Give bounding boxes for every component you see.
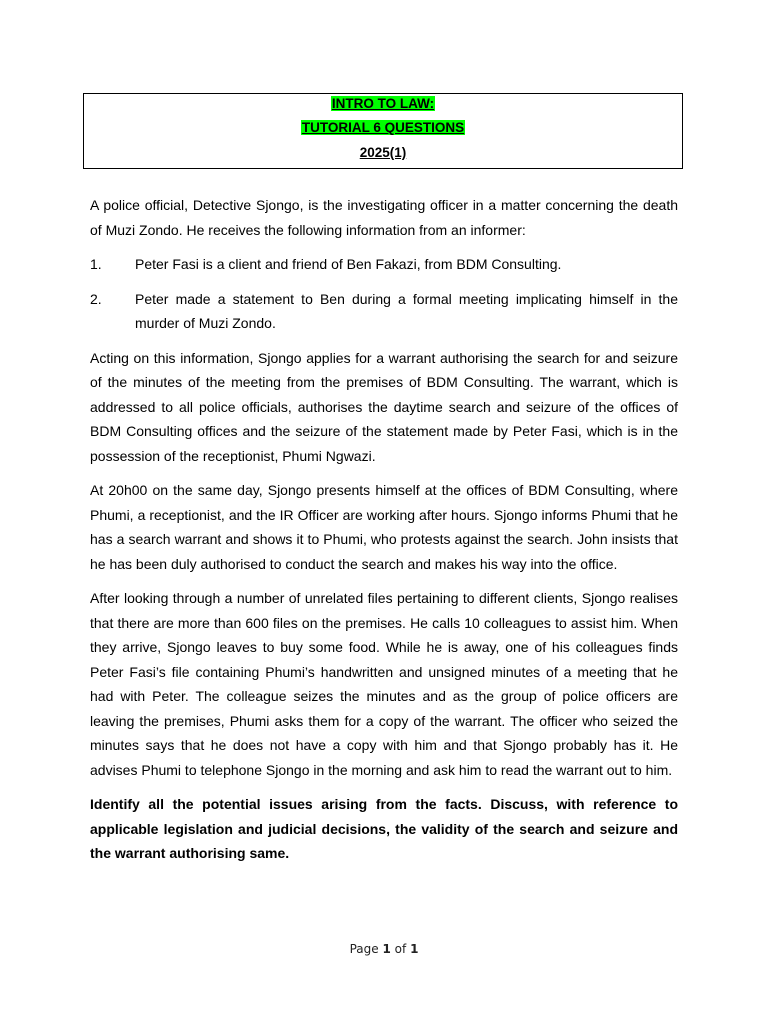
question-paragraph: Identify all the potential issues arising from the facts. Discuss, with reference to applicable legislation and judicial decisions, the validity of the search and seizure and the warrant authorising same. [90, 796, 678, 861]
warrant-paragraph: Acting on this information, Sjongo applies for a warrant authorising the search for and seizure of the minutes of the meeting from the premises of BDM Consulting. The warrant, which is addressed to all police officials, authorises the daytime search and seizure of the offices of BDM Consulting offices and the seizure of the statement made by Peter Fasi, which is in the possession of the receptionist, Phumi Ngwazi. [90, 349, 678, 464]
list-item [90, 287, 678, 336]
list-number: 2. [90, 290, 102, 307]
list-number: 1. [90, 256, 102, 272]
total-page-number: 1 [410, 942, 419, 956]
term-label: 2025(1) [359, 145, 407, 160]
document-body [90, 193, 678, 876]
current-page-number: 1 [382, 942, 391, 956]
course-title: INTRO TO LAW: [331, 96, 435, 111]
list-text: Peter made a statement to Ben during a formal meeting implicating himself in the murder of Muzi Zondo. [135, 290, 678, 331]
list-text: Peter Fasi is a client and friend of Ben Fakazi, from BDM Consulting. [135, 256, 562, 272]
of-word: of [394, 942, 407, 956]
search-paragraph: At 20h00 on the same day, Sjongo presents himself at the offices of BDM Consulting, where Phumi, a receptionist, and the IR Officer are working after hours. Sjongo informs Phumi that he has a search warrant and shows it to Phumi, who protests against the search. John insists that he has been duly authorised to conduct the search and makes his way into the office. [90, 482, 678, 572]
seizure-paragraph: After looking through a number of unrelated files pertaining to different clients, Sjongo realises that there are more than 600 files on the premises. He calls 10 colleagues to assist him. When they arrive, Sjongo leaves to buy some food. While he is away, one of his colleagues finds Peter Fasi’s file containing Phumi’s handwritten and unsigned minutes of a meeting that he had with Peter. The colleague seizes the minutes and as the group of police officers are leaving the premises, Phumi asks them for a copy of the warrant. The officer who seized the minutes says that he does not have a copy with him and that Sjongo probably has it. He advises Phumi to telephone Sjongo in the morning and ask him to read the warrant out to him. [90, 590, 678, 778]
tutorial-title: TUTORIAL 6 QUESTIONS [301, 120, 465, 135]
intro-paragraph: A police official, Detective Sjongo, is the investigating officer in a matter concerning the death of Muzi Zondo. He receives the following information from an informer: [90, 197, 678, 238]
title-box [83, 93, 683, 169]
page-footer [0, 942, 768, 956]
page-word: Page [349, 942, 379, 956]
list-item [90, 252, 678, 277]
